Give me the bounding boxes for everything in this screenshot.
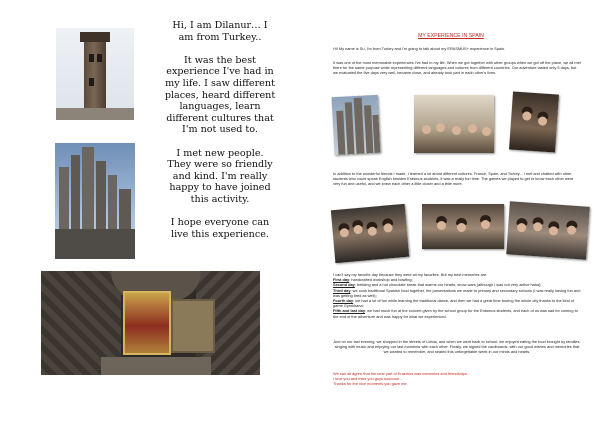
workshop-group-photo	[414, 95, 494, 153]
intro-paragraph: Hi, I am Dilanur… I am from Turkey..	[172, 20, 268, 43]
hope-paragraph: I hope everyone can live this experience.	[170, 217, 270, 240]
classroom-photo	[422, 204, 504, 249]
bell-tower-photo	[56, 28, 134, 120]
group-selfie-photo	[331, 204, 409, 263]
left-page-text	[164, 20, 276, 252]
day-5: Fifth and last day: we had much fun at the concert given by the school group for the Erasmus students, and each of us was sad for coming to the end of the adventure and was happy for what we experienced.	[333, 308, 578, 319]
day-3: Third day: we cook traditional Spanish food together, the presentations we made to primary and secondary schools (I was really having fun and was getting tired as well);	[333, 287, 581, 298]
intro-line: Hi! My name is Su, I'm from Turkey and I'm going to talk about my ERASMUS+ experience in Spain.	[333, 46, 506, 51]
closing-lines: We can all agree that the best part of Erasmus was memories and friendships. I love you and miss you guys soooooo... Thanks for the nice moments you gave me.	[333, 371, 468, 387]
sagrada-familia-photo	[55, 143, 135, 259]
day-4: Fourth day: we had a lot of fun while learning the traditional dance, and then we had a great time touring the whole city thanks to the kind of game Gymkhana;	[333, 298, 575, 309]
paragraph-1: It was one of the most memorable experiences I've had in my life. When we got together with other groups when we got off the plane, we all met there for the same purpose while representing different languages and cultures from different countries. Our adventure lasted only 5 days, but we evaluated the five days very well, became close, and already took part in each other's lives.	[333, 60, 581, 76]
day-2: Second day: trekking and a hot chocolate break that warms our hearts, snow wars (although I was not very active haha);	[333, 282, 542, 288]
day-1: First day: handcrafted workshop and bowling;	[333, 277, 413, 283]
cathedral-photo	[332, 95, 381, 155]
church-interior-photo	[41, 271, 260, 375]
people-paragraph: I met new people. They were so friendly and kind. I'm really happy to have joined this activity.	[167, 147, 273, 205]
page-title: MY EXPERIENCE IN SPAIN	[418, 33, 484, 39]
paragraph-2: In addition to the wonderful friends I made, I learned a lot about different cultures. France, Spain, and Turkey... I met and chatted with other students who could speak English besides Erasmus students, it was a really fun time. The games we played to get to know each other were very fun and useful, and we knew each other a little closer and a little more.	[333, 171, 574, 187]
memories-section: I can't say my favorite day because they were all my favorites. But my best memories are: First day: handcrafted workshop and bowling; Second day: trekking and a hot chocolate break that warms our hearts, snow wars (although I was not very active haha); Third day: we cook traditional Spanish food together, the presentations we made to primary and secondary schools (I was really having fun and was getting tired as well); Fourth day: we had a lot of fun while learning the traditional dance, and then we had a great time touring the whole city thanks to the kind of game Gymkhana; Fifth and last day: we had much fun at the concert given by the school group for the Erasmus students, and each of us was sad for coming to the end of the adventure and was happy for what we experienced.	[333, 272, 581, 319]
paragraph-4: And on our last evening, we shopped in the streets of Lleida, and when we went back to school, we enjoyed eating the food brought by families, singing with music and enjoying our last moments with each other. Finally, we signed the cardboards, with our good wishes and memories that we wanted to remember, and sealed this unforgettable week in our minds and hearts.	[333, 339, 581, 355]
friends-selfie-photo	[509, 91, 559, 152]
experience-paragraph: It was the best experience I've had in my life. I saw different places, heard different languages, learn different cultures that I'm not used to.	[164, 54, 276, 136]
friends-group-photo	[506, 201, 590, 259]
